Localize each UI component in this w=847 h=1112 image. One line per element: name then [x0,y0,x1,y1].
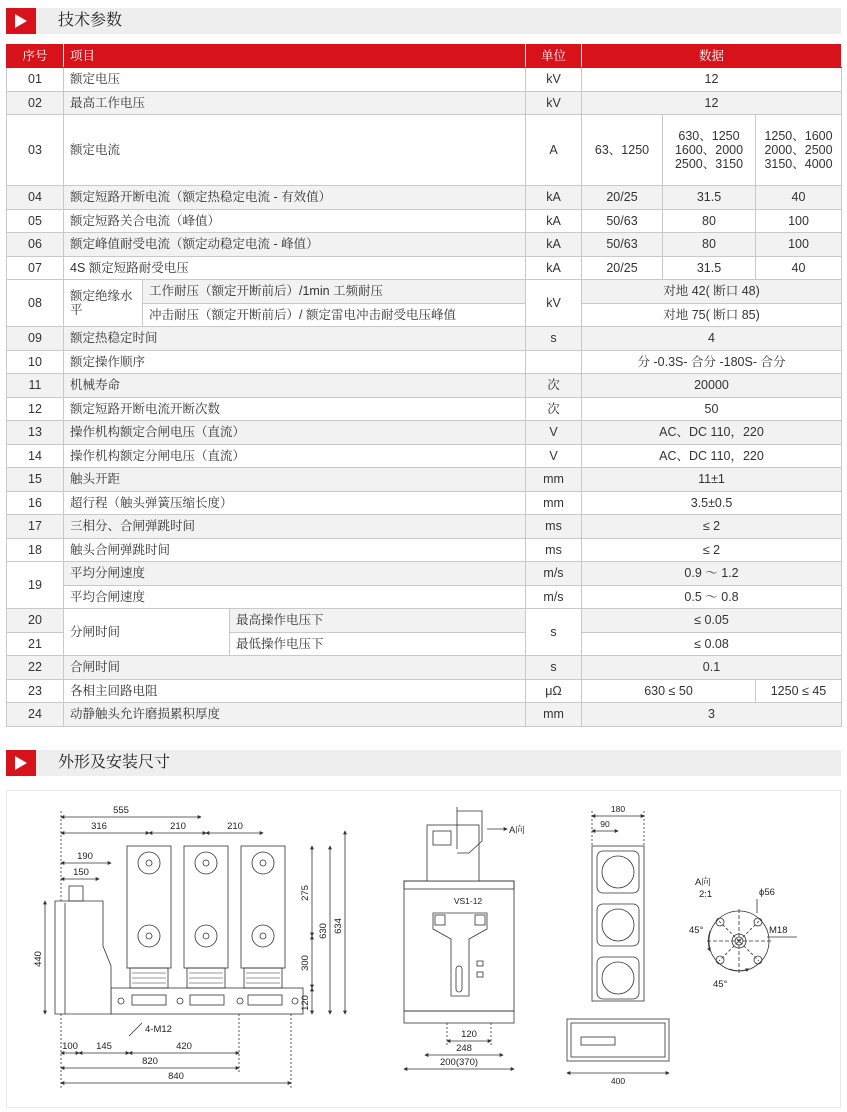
top-view [567,811,669,1073]
svg-text:45°: 45° [713,979,728,990]
table-row: 08 额定绝缘水平 工作耐压（额定开断前后）/1min 工频耐压 kV 对地 42( 断口 48) [7,280,842,304]
svg-text:840: 840 [168,1071,184,1082]
svg-text:630: 630 [318,923,329,939]
table-row: 20 分闸时间 最高操作电压下 s ≤ 0.05 [7,609,842,633]
table-row: 10 额定操作顺序 分 -0.3S- 合分 -180S- 合分 [7,350,842,374]
svg-text:A向: A向 [695,877,711,888]
svg-text:A向: A向 [509,825,525,836]
rated-current-high: 1250、1600 2000、2500 3150、4000 [756,115,842,186]
svg-text:90: 90 [600,819,610,829]
table-row: 冲击耐压（额定开断前后）/ 额定雷电冲击耐受电压峰值 对地 75( 断口 85) [7,303,842,327]
table-row: 11 机械寿命 次 20000 [7,374,842,398]
svg-text:200(370): 200(370) [439,1057,479,1068]
svg-text:555: 555 [113,805,129,816]
svg-text:ϕ56: ϕ56 [759,887,775,898]
play-icon [6,750,36,776]
table-row: 17 三相分、合闸弹跳时间 ms ≤ 2 [7,515,842,539]
table-row: 13 操作机构额定合闸电压（直流） V AC、DC 110，220 [7,421,842,445]
svg-text:VS1-12: VS1-12 [453,896,483,906]
drawing-svg [7,791,840,1107]
side-view [404,807,514,1069]
table-row: 03 额定电流 A 63、1250 630、1250 1600、2000 2500、3150 1250、1600 2000、2500 3150、4000 [7,115,842,186]
rated-current-mid: 630、1250 1600、2000 2500、3150 [663,115,756,186]
dimension-drawing [6,790,841,1108]
table-row: 19 平均分闸速度 m/s 0.9 ～ 1.2 [7,562,842,586]
table-row: 01 额定电压 kV 12 [7,68,842,92]
svg-text:M18: M18 [769,925,788,936]
svg-text:120: 120 [300,995,311,1011]
svg-text:120: 120 [461,1029,477,1040]
table-header: 序号 项目 单位 数据 [7,45,842,68]
detail-view [707,899,797,973]
svg-text:210: 210 [170,821,186,832]
svg-text:275: 275 [300,885,311,901]
svg-text:145: 145 [96,1041,112,1052]
detail-view-labels [689,876,787,990]
table-row: 14 操作机构额定分闸电压（直流） V AC、DC 110，220 [7,444,842,468]
svg-text:400: 400 [610,1076,626,1086]
section-header-tech [6,8,841,34]
table-row: 15 触头开距 mm 11±1 [7,468,842,492]
spec-table [6,44,842,727]
table-row: 05 额定短路关合电流（峰值） kA 50/63 80 100 [7,209,842,233]
section-title: 外形及安装尺寸 [58,754,171,771]
svg-text:316: 316 [91,821,107,832]
svg-text:248: 248 [456,1043,472,1054]
table-row: 09 额定热稳定时间 s 4 [7,327,842,351]
table-row: 16 超行程（触头弹簧压缩长度） mm 3.5±0.5 [7,491,842,515]
svg-text:300: 300 [300,955,311,971]
table-row: 22 合闸时间 s 0.1 [7,656,842,680]
table-row: 18 触头合闸弹跳时间 ms ≤ 2 [7,538,842,562]
table-row: 06 额定峰值耐受电流（额定动稳定电流 - 峰值） kA 50/63 80 100 [7,233,842,257]
table-row: 07 4S 额定短路耐受电压 kA 20/25 31.5 40 [7,256,842,280]
svg-text:634: 634 [333,918,344,934]
svg-text:45°: 45° [689,925,704,936]
table-row: 23 各相主回路电阻 μΩ 630 ≤ 50 1250 ≤ 45 [7,679,842,703]
svg-text:150: 150 [73,867,89,878]
svg-text:420: 420 [176,1041,192,1052]
svg-text:180: 180 [610,804,626,814]
svg-text:210: 210 [227,821,243,832]
table-row: 24 动静触头允许磨损累积厚度 mm 3 [7,703,842,727]
table-row: 21 最低操作电压下 ≤ 0.08 [7,632,842,656]
table-row: 04 额定短路开断电流（额定热稳定电流 - 有效值） kA 20/25 31.5 40 [7,186,842,210]
section-title: 技术参数 [58,12,123,29]
table-row: 02 最高工作电压 kV 12 [7,91,842,115]
svg-text:440: 440 [33,951,44,967]
svg-text:820: 820 [142,1056,158,1067]
svg-text:2:1: 2:1 [699,889,713,900]
table-row: 12 额定短路开断电流开断次数 次 50 [7,397,842,421]
svg-text:4-M12: 4-M12 [145,1024,172,1035]
svg-text:100: 100 [62,1041,78,1052]
svg-text:190: 190 [77,851,93,862]
play-icon [6,8,36,34]
section-header-dimensions [6,750,841,776]
table-row: 平均合闸速度 m/s 0.5 ～ 0.8 [7,585,842,609]
